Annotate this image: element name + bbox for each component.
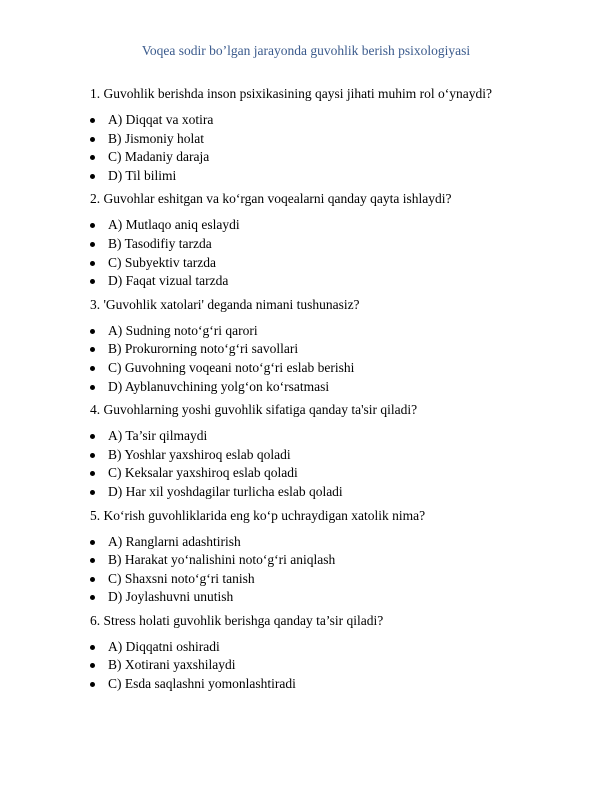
option-text: A) Mutlaqo aniq eslaydi — [108, 217, 240, 233]
document-title: Voqea sodir bo’lgan jarayonda guvohlik berish psixologiyasi — [141, 43, 471, 58]
bullet-icon — [90, 577, 95, 582]
option-item — [90, 272, 560, 291]
bullet-icon — [90, 223, 95, 228]
option-text: B) Jismoniy holat — [108, 130, 205, 146]
option-text: B) Prokurorning noto‘g‘ri savollari — [108, 341, 299, 357]
option-text: C) Madaniy daraja — [108, 149, 210, 165]
bullet-icon — [90, 385, 95, 390]
bullet-icon — [90, 682, 95, 687]
option-text: A) Ranglarni adashtirish — [108, 533, 241, 549]
bullet-icon — [90, 453, 95, 458]
question-list — [90, 86, 560, 700]
bullet-icon — [90, 118, 95, 123]
option-text: A) Diqqatni oshiradi — [108, 638, 220, 654]
option-list — [90, 322, 560, 396]
bullet-icon — [90, 434, 95, 439]
option-item — [90, 656, 560, 675]
option-item — [90, 533, 560, 552]
question-4 — [90, 402, 560, 501]
option-list — [90, 427, 560, 501]
bullet-icon — [90, 155, 95, 160]
option-item — [90, 427, 560, 446]
option-text: D) Ayblanuvchining yolg‘on ko‘rsatmasi — [108, 378, 330, 394]
option-list — [90, 111, 560, 185]
option-text: B) Harakat yo‘nalishini noto‘g‘ri aniqlash — [108, 552, 336, 568]
question-text: 2. Guvohlar eshitgan va ko‘rgan voqealarni qanday qayta ishlaydi? — [90, 191, 452, 207]
question-3 — [90, 297, 560, 396]
option-item — [90, 216, 560, 235]
bullet-icon — [90, 279, 95, 284]
option-text: D) Faqat vizual tarzda — [108, 273, 229, 289]
question-text: 6. Stress holati guvohlik berishga qanday ta’sir qiladi? — [90, 612, 384, 628]
question-text: 3. 'Guvohlik xatolari' deganda nimani tushunasiz? — [90, 296, 360, 312]
option-item — [90, 322, 560, 341]
bullet-icon — [90, 137, 95, 142]
option-text: A) Ta’sir qilmaydi — [108, 428, 208, 444]
option-text: D) Har xil yoshdagilar turlicha eslab qoladi — [108, 483, 343, 499]
option-item — [90, 588, 560, 607]
option-text: D) Til bilimi — [108, 167, 177, 183]
option-text: C) Esda saqlashni yomonlashtiradi — [108, 676, 296, 692]
option-item — [90, 148, 560, 167]
bullet-icon — [90, 242, 95, 247]
option-item — [90, 130, 560, 149]
option-text: B) Xotirani yaxshilaydi — [108, 657, 236, 673]
bullet-icon — [90, 558, 95, 563]
question-text: 5. Ko‘rish guvohliklarida eng ko‘p uchraydigan xatolik nima? — [90, 507, 426, 523]
option-item — [90, 570, 560, 589]
bullet-icon — [90, 490, 95, 495]
question-1 — [90, 86, 560, 185]
question-text: 4. Guvohlarning yoshi guvohlik sifatiga qanday ta'sir qiladi? — [90, 402, 418, 418]
bullet-icon — [90, 663, 95, 668]
option-item — [90, 446, 560, 465]
option-item — [90, 167, 560, 186]
bullet-icon — [90, 471, 95, 476]
bullet-icon — [90, 347, 95, 352]
option-text: C) Subyektiv tarzda — [108, 254, 216, 270]
bullet-icon — [90, 540, 95, 545]
question-2 — [90, 191, 560, 290]
option-item — [90, 551, 560, 570]
option-list — [90, 638, 560, 694]
option-text: B) Yoshlar yaxshiroq eslab qoladi — [108, 446, 291, 462]
bullet-icon — [90, 595, 95, 600]
question-5 — [90, 508, 560, 607]
option-item — [90, 111, 560, 130]
option-item — [90, 638, 560, 657]
option-text: B) Tasodifiy tarzda — [108, 235, 212, 251]
option-text: C) Shaxsni noto‘g‘ri tanish — [108, 570, 255, 586]
option-list — [90, 533, 560, 607]
bullet-icon — [90, 174, 95, 179]
bullet-icon — [90, 645, 95, 650]
option-text: A) Sudning noto‘g‘ri qarori — [108, 322, 258, 338]
option-item — [90, 340, 560, 359]
option-text: C) Guvohning voqeani noto‘g‘ri eslab berishi — [108, 359, 355, 375]
option-list — [90, 216, 560, 290]
option-item — [90, 235, 560, 254]
option-item — [90, 483, 560, 502]
option-text: D) Joylashuvni unutish — [108, 589, 234, 605]
option-item — [90, 675, 560, 694]
option-item — [90, 359, 560, 378]
bullet-icon — [90, 261, 95, 266]
question-text: 1. Guvohlik berishda inson psixikasining qaysi jihati muhim rol o‘ynaydi? — [90, 86, 492, 101]
option-text: C) Keksalar yaxshiroq eslab qoladi — [108, 465, 298, 481]
option-item — [90, 464, 560, 483]
bullet-icon — [90, 329, 95, 334]
option-text: A) Diqqat va xotira — [108, 112, 214, 127]
bullet-icon — [90, 366, 95, 371]
option-item — [90, 254, 560, 273]
question-6 — [90, 613, 560, 694]
option-item — [90, 378, 560, 397]
